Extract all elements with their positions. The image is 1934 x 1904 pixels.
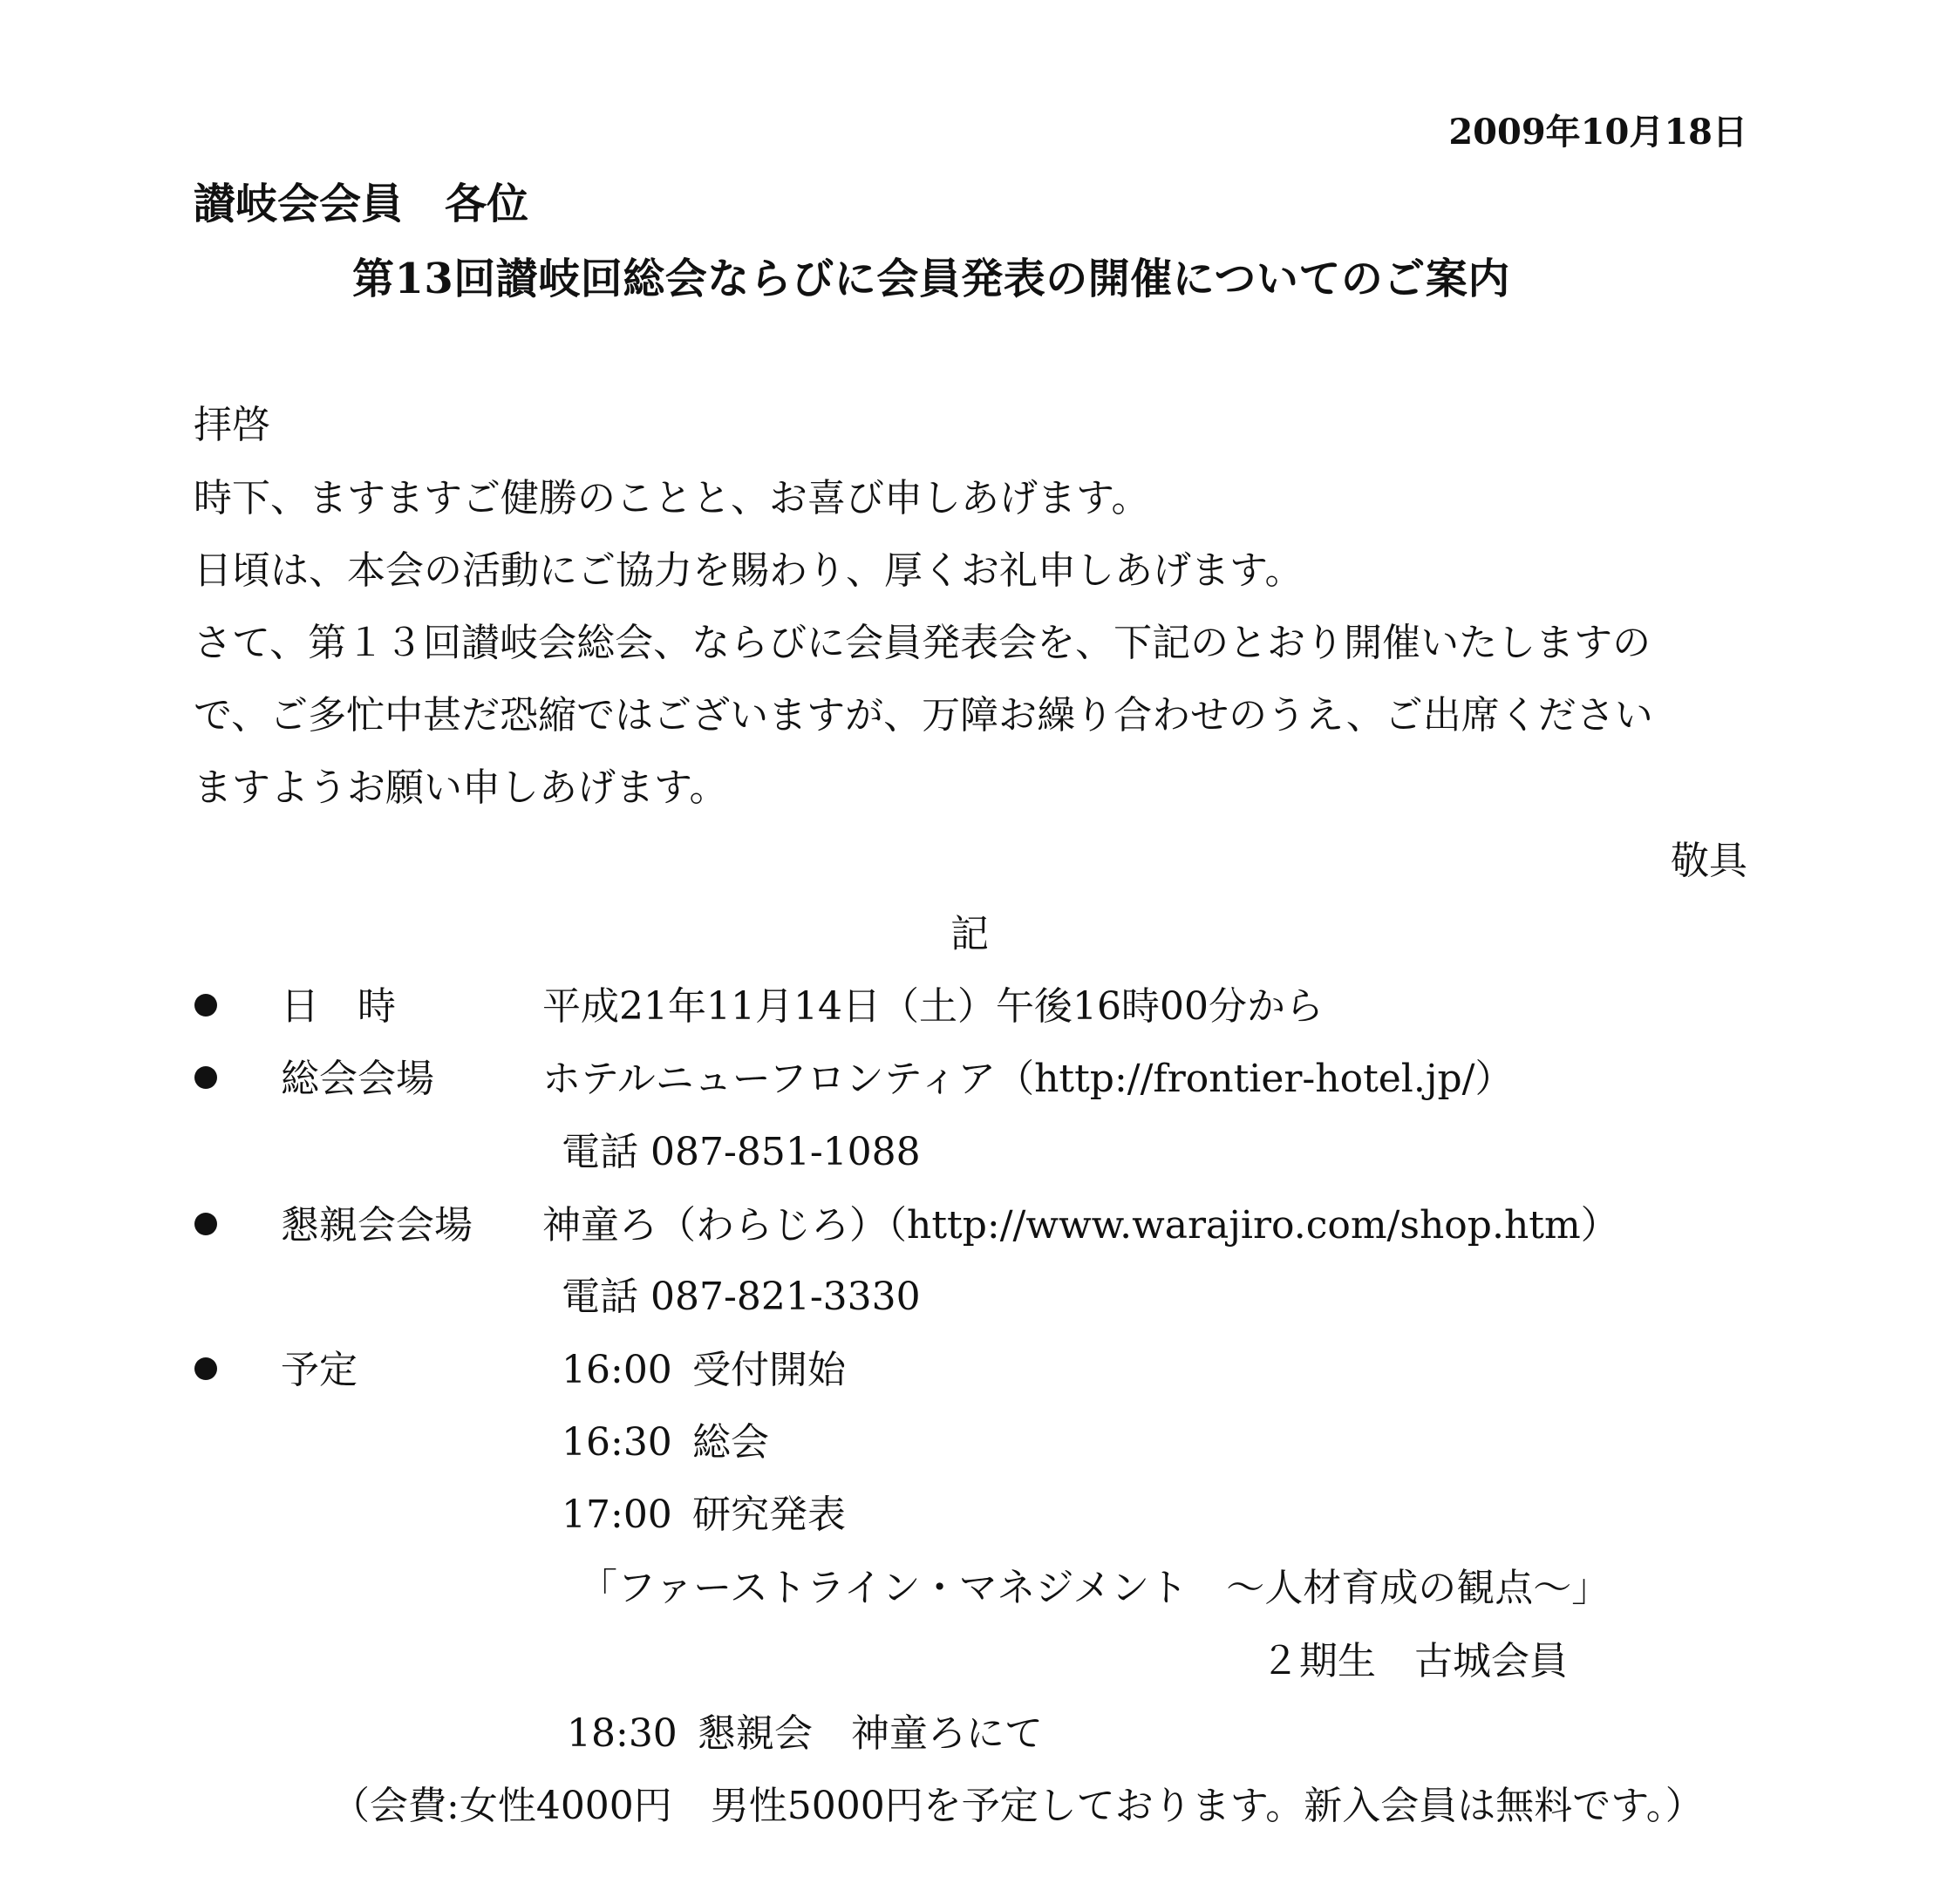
- paragraph-line: ますようお願い申しあげます。: [194, 765, 728, 810]
- presenter: ２期生 古城会員: [1261, 1639, 1568, 1683]
- bullet-icon: [194, 1213, 217, 1235]
- letter-date: 2009年10月18日: [1448, 112, 1747, 153]
- presentation-title: 「ファーストライン・マネジメント ～人材育成の観点～」: [579, 1566, 1611, 1610]
- party-venue-phone: 電話 087-821-3330: [562, 1275, 921, 1319]
- datetime-label: 日 時: [281, 984, 396, 1029]
- bullet-icon: [194, 1066, 217, 1089]
- venue-phone: 電話 087-851-1088: [562, 1130, 921, 1174]
- party-venue-value: 神童ろ（わらじろ）（http://www.warajiro.com/shop.htm）: [542, 1203, 1619, 1248]
- schedule-label: 予定: [281, 1348, 358, 1392]
- party-venue-label: 懇親会会場: [281, 1203, 473, 1248]
- page-title: 第13回讃岐回総会ならびに会員発表の開催についてのご案内: [352, 255, 1510, 303]
- schedule-time: 17:00: [562, 1493, 672, 1537]
- addressee: 讃岐会会員 各位: [194, 180, 529, 228]
- datetime-value: 平成21年11月14日（土）午後16時00分から: [542, 984, 1324, 1029]
- paragraph-line: 日頃は、本会の活動にご協力を賜わり、厚くお礼申しあげます。: [194, 548, 1304, 593]
- paragraph-line: さて、第１３回讃岐会総会、ならびに会員発表会を、下記のとおり開催いたしますの: [194, 621, 1651, 665]
- paragraph-line: で、ご多忙中甚だ恐縮ではございますが、万障お繰り合わせのうえ、ご出席ください: [194, 693, 1653, 738]
- bullet-icon: [194, 994, 217, 1017]
- schedule-time: 16:00: [562, 1348, 672, 1392]
- schedule-item: 受付開始: [692, 1348, 846, 1392]
- schedule-time: 18:30: [567, 1711, 678, 1756]
- paragraph-line: 時下、ますますご健勝のことと、お喜び申しあげます。: [194, 476, 1150, 520]
- schedule-time: 16:30: [562, 1420, 672, 1465]
- opening-greeting: 拝啓: [194, 403, 270, 447]
- ki-heading: 記: [950, 912, 989, 956]
- schedule-item: 懇親会 神童ろにて: [698, 1711, 1043, 1756]
- bullet-icon: [194, 1357, 217, 1380]
- venue-value: ホテルニューフロンティア（http://frontier-hotel.jp/）: [542, 1057, 1514, 1101]
- schedule-item: 総会: [692, 1420, 769, 1465]
- venue-label: 総会会場: [281, 1057, 434, 1101]
- schedule-item: 研究発表: [692, 1493, 846, 1537]
- fee-note: （会費:女性4000円 男性5000円を予定しております。新入会員は無料です。）: [331, 1784, 1704, 1828]
- closing: 敬具: [1671, 839, 1747, 883]
